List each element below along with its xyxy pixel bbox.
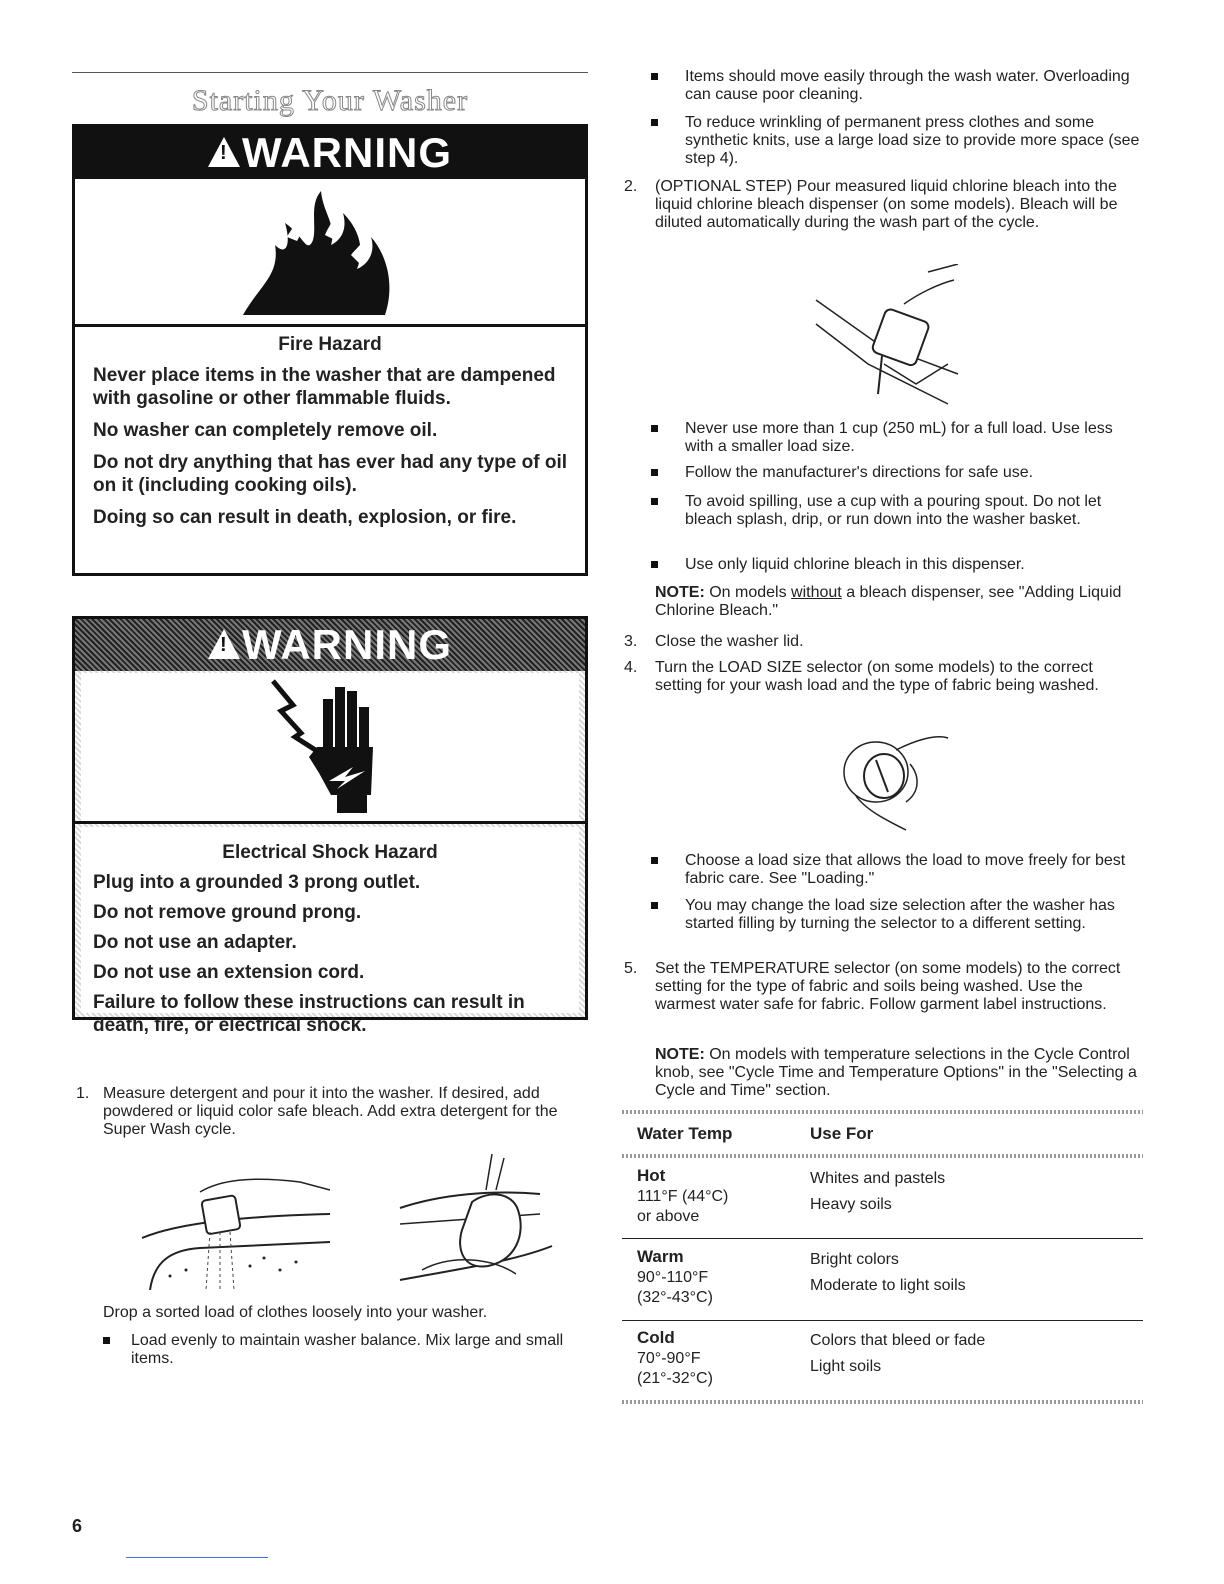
note-bleach xyxy=(655,584,1143,620)
list-item xyxy=(651,68,1143,108)
fire-warning-line: Never place items in the washer that are dampened with gasoline or other flammable fluids. xyxy=(93,365,556,409)
note-underlined: without xyxy=(791,584,842,601)
page-title: Starting Your Washer xyxy=(191,84,469,117)
list-item xyxy=(651,114,1143,170)
bullet-text: Use only liquid chlorine bleach in this dispenser. xyxy=(685,556,1025,573)
shock-warning-line: Failure to follow these instructions can result in death, fire, or electrical shock. xyxy=(93,992,525,1036)
bullet-text: Never use more than 1 cup (250 mL) for a full load. Use less with a smaller load size. xyxy=(685,420,1113,455)
fire-warning-divider xyxy=(75,324,585,327)
list-item xyxy=(651,464,1143,484)
step-4-text: Turn the LOAD SIZE selector (on some models) to the correct setting for your wash load and the type of fabric being washed. xyxy=(655,659,1099,694)
use-cell xyxy=(810,1247,1140,1299)
shock-warning-header xyxy=(75,619,585,671)
use-text: Colors that bleed or fade xyxy=(810,1332,986,1349)
shock-warning-line: Do not remove ground prong. xyxy=(93,902,362,923)
bullet-icon xyxy=(651,73,658,80)
temp-range: (21°-32°C) xyxy=(637,1370,713,1387)
fire-icon xyxy=(225,185,425,320)
bullet-icon xyxy=(651,902,658,909)
temp-name: Cold xyxy=(637,1328,675,1347)
use-cell xyxy=(810,1166,1140,1218)
fire-warning-text xyxy=(93,333,567,538)
temp-name: Warm xyxy=(637,1247,684,1266)
bullet-icon xyxy=(651,857,658,864)
shock-warning-line: Do not use an adapter. xyxy=(93,932,297,953)
step-number: 2. xyxy=(624,178,638,195)
fire-warning-header xyxy=(75,127,585,179)
table-top-border xyxy=(622,1110,1143,1114)
table-header-use-for: Use For xyxy=(810,1124,874,1143)
bullet-icon xyxy=(651,425,658,432)
list-item xyxy=(651,420,1143,460)
bullet-text: To avoid spilling, use a cup with a pouring spout. Do not let bleach splash, drip, or run down into the washer basket. xyxy=(685,493,1102,528)
electric-shock-hand-icon xyxy=(257,677,397,817)
shock-hazard-title: Electrical Shock Hazard xyxy=(222,842,438,863)
fire-warning-line: Do not dry anything that has ever had any type of oil on it (including cooking oils). xyxy=(93,452,568,496)
top-rule-left xyxy=(72,72,588,73)
warning-triangle-icon xyxy=(208,629,240,659)
note-label: NOTE: xyxy=(655,584,705,601)
table-header-border xyxy=(622,1154,1143,1158)
note-text: On models xyxy=(704,584,792,601)
step-2-text: (OPTIONAL STEP) Pour measured liquid chlorine bleach into the liquid chlorine bleach dispenser (on some models). Bleach will be diluted automatically during the wash part of the cycle. xyxy=(655,178,1118,231)
bullet-icon xyxy=(651,469,658,476)
bullet-text: Choose a load size that allows the load to move freely for best fabric care. See "Loading." xyxy=(685,852,1126,887)
shock-warning-label: WARNING xyxy=(242,621,452,668)
temp-cell xyxy=(637,1328,797,1389)
step-1-text: Measure detergent and pour it into the washer. If desired, add powdered or liquid color safe bleach. Add extra detergent for the Super Wash cycle. xyxy=(103,1085,558,1138)
bullet-icon xyxy=(651,561,658,568)
fire-warning-box xyxy=(72,124,588,576)
bullet-text: Follow the manufacturer's directions for safe use. xyxy=(685,464,1034,481)
note-text: a bleach dispenser, see "Adding Liquid Chlorine Bleach." xyxy=(655,584,1122,619)
shock-warning-line: Plug into a grounded 3 prong outlet. xyxy=(93,872,421,893)
table-row-divider xyxy=(622,1238,1143,1239)
temp-range: 90°-110°F xyxy=(637,1269,709,1286)
bullet-text: Items should move easily through the wash water. Overloading can cause poor cleaning. xyxy=(685,68,1130,103)
use-cell xyxy=(810,1328,1140,1380)
bullet-icon xyxy=(651,119,658,126)
drop-load-text: Drop a sorted load of clothes loosely into your washer. xyxy=(103,1304,488,1321)
step-number: 1. xyxy=(76,1085,90,1102)
bullet-text: Load evenly to maintain washer balance. Mix large and small items. xyxy=(131,1332,564,1367)
fire-warning-label: WARNING xyxy=(242,129,452,176)
temp-range: (32°-43°C) xyxy=(637,1289,713,1306)
temp-range: 70°-90°F xyxy=(637,1350,701,1367)
temp-name: Hot xyxy=(637,1166,666,1185)
footer-link-line xyxy=(126,1557,268,1558)
note-text: On models with temperature selections in the Cycle Control knob, see "Cycle Time and Temperature Options" in the "Selecting a Cycle and Time" section. xyxy=(655,1046,1137,1099)
note-temperature xyxy=(655,1046,1143,1100)
list-item xyxy=(651,493,1143,549)
step-number: 5. xyxy=(624,960,638,977)
page-number: 6 xyxy=(72,1516,83,1536)
use-text: Bright colors xyxy=(810,1251,899,1268)
shock-warning-divider xyxy=(75,821,585,824)
temp-range: or above xyxy=(637,1208,700,1225)
shock-icon-panel xyxy=(81,673,579,821)
clothes-load-illustration xyxy=(392,1150,568,1290)
list-item xyxy=(103,1332,588,1372)
bullet-icon xyxy=(651,498,658,505)
bleach-dispenser-illustration xyxy=(808,264,968,414)
table-header-water-temp: Water Temp xyxy=(637,1124,733,1143)
bullet-text: To reduce wrinkling of permanent press clothes and some synthetic knits, use a large load size to provide more space (see step 4). xyxy=(685,114,1140,167)
fire-hazard-title: Fire Hazard xyxy=(278,334,382,355)
list-item xyxy=(651,852,1143,892)
fire-warning-line: Doing so can result in death, explosion, or fire. xyxy=(93,507,517,528)
temp-cell xyxy=(637,1166,797,1227)
use-text: Light soils xyxy=(810,1358,882,1375)
step-3-text: Close the washer lid. xyxy=(655,633,804,650)
note-label: NOTE: xyxy=(655,1046,705,1063)
temp-range: 111°F (44°C) xyxy=(637,1188,729,1205)
use-text: Whites and pastels xyxy=(810,1170,946,1187)
use-text: Moderate to light soils xyxy=(810,1277,966,1294)
step-5-text: Set the TEMPERATURE selector (on some models) to the correct setting for the type of fabric and soils being washed. Use the warmest water safe for fabric. Follow garment label instructions. xyxy=(655,960,1121,1013)
temp-cell xyxy=(637,1247,797,1308)
load-size-knob-illustration xyxy=(836,730,956,840)
shock-warning-text xyxy=(93,841,567,1046)
warning-triangle-icon xyxy=(208,137,240,167)
use-text: Heavy soils xyxy=(810,1196,892,1213)
step-number: 4. xyxy=(624,659,638,676)
list-item xyxy=(651,556,1143,576)
fire-warning-line: No washer can completely remove oil. xyxy=(93,420,438,441)
bullet-icon xyxy=(103,1337,110,1344)
table-row-divider xyxy=(622,1320,1143,1321)
shock-warning-line: Do not use an extension cord. xyxy=(93,962,365,983)
list-item xyxy=(651,897,1143,953)
detergent-pour-illustration xyxy=(140,1172,340,1290)
table-bottom-border xyxy=(622,1400,1143,1404)
shock-warning-box xyxy=(72,616,588,1036)
bullet-text: You may change the load size selection after the washer has started filling by turning the selector to a different setting. xyxy=(685,897,1115,932)
step-number: 3. xyxy=(624,633,638,650)
